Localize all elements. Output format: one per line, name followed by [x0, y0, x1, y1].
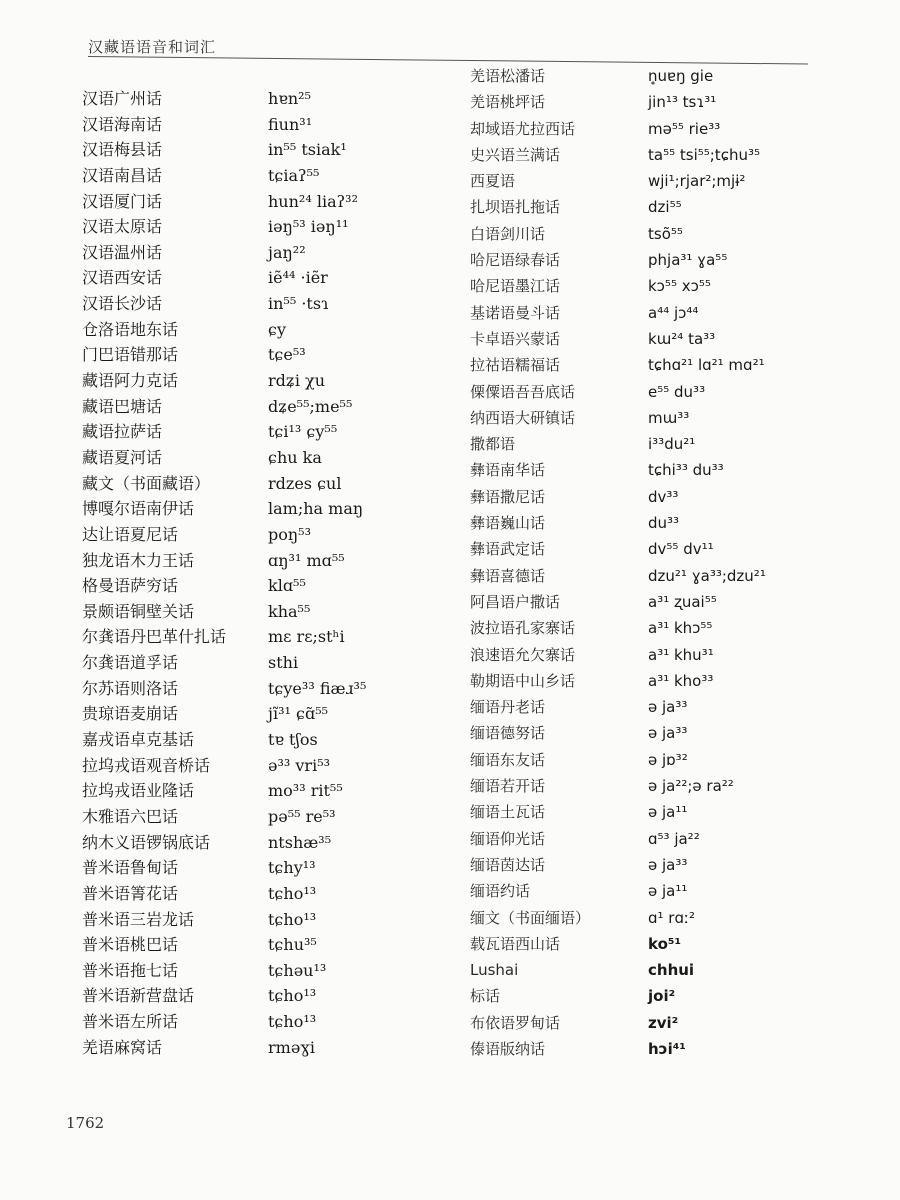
- entry-row: [470, 774, 830, 800]
- entry-row: [82, 394, 442, 420]
- phonetic-form: e⁵⁵ du³³: [648, 382, 706, 401]
- dialect-name: 彝语巍山话: [470, 514, 546, 533]
- dialect-name: 拉坞戎语观音桥话: [82, 755, 211, 775]
- phonetic-form: n̥uɐŋ gie: [648, 67, 714, 85]
- phonetic-form: ə ja¹¹: [648, 803, 688, 822]
- entry-row: [470, 327, 830, 353]
- entry-row: [470, 64, 830, 90]
- dialect-name: 藏语拉萨话: [82, 422, 163, 442]
- entry-row: [470, 721, 830, 747]
- entry-row: [470, 274, 830, 300]
- dialect-name: 门巴语错那话: [82, 345, 179, 365]
- dialect-name: 缅语丹老话: [470, 698, 546, 717]
- dialect-name: 羌语松潘话: [470, 67, 546, 85]
- phonetic-form: ə ja³³: [648, 698, 688, 717]
- entry-row: [82, 907, 442, 933]
- phonetic-form: rdʑi χu: [268, 371, 326, 391]
- entry-row: [470, 511, 830, 537]
- phonetic-form: ə ja²²;ə ra²²: [648, 777, 734, 796]
- entry-row: [82, 624, 442, 650]
- phonetic-form: tɕye³³ fiæɹ³⁵: [268, 678, 367, 698]
- entry-row: [470, 485, 830, 511]
- entry-row: [470, 301, 830, 327]
- entry-row: [470, 958, 830, 984]
- dialect-name: 纳西语大研镇话: [470, 408, 576, 427]
- phonetic-form: ə³³ vri⁵³: [268, 755, 331, 775]
- phonetic-form: hɔi⁴¹: [648, 1039, 686, 1058]
- dialect-name: 阿昌语户撒话: [470, 592, 561, 611]
- dialect-name: 汉语太原话: [82, 217, 163, 237]
- entry-row: [470, 695, 830, 721]
- entry-row: [470, 879, 830, 905]
- left-column: [82, 86, 442, 1060]
- entry-row: [82, 1009, 442, 1035]
- entry-row: [470, 984, 830, 1010]
- phonetic-form: tɕho¹³: [268, 1012, 317, 1032]
- entry-row: [82, 1035, 442, 1061]
- dialect-name: 贵琼语麦崩话: [82, 704, 179, 724]
- phonetic-form: kɯ²⁴ ta³³: [648, 329, 716, 348]
- phonetic-form: ɑŋ³¹ mɑ⁵⁵: [268, 550, 345, 570]
- entry-row: [470, 195, 830, 221]
- entry-row: [82, 419, 442, 445]
- dialect-name: 缅文（书面缅语）: [470, 908, 591, 927]
- entry-row: [82, 958, 442, 984]
- dialect-name: 载瓦语西山话: [470, 934, 561, 953]
- phonetic-form: chhui: [648, 961, 695, 980]
- phonetic-form: tɐ tʃos: [268, 730, 318, 750]
- right-column: [470, 64, 830, 1063]
- phonetic-form: tsõ⁵⁵: [648, 224, 683, 243]
- entry-row: [470, 800, 830, 826]
- dialect-name: 达让语夏尼话: [82, 524, 179, 544]
- entry-row: [470, 616, 830, 642]
- entry-row: [82, 778, 442, 804]
- dialect-name: 普米语拖七话: [82, 960, 179, 980]
- dialect-name: 独龙语木力王话: [82, 550, 195, 570]
- phonetic-form: tɕho¹³: [268, 909, 317, 929]
- entry-row: [82, 932, 442, 958]
- entry-row: [82, 599, 442, 625]
- entry-row: [82, 855, 442, 881]
- entry-row: [82, 881, 442, 907]
- phonetic-form: mɯ³³: [648, 408, 690, 427]
- phonetic-form: du³³: [648, 514, 680, 533]
- entry-row: [470, 827, 830, 853]
- dialect-name: 尔龚语丹巴革什扎话: [82, 627, 227, 647]
- phonetic-form: tɕho¹³: [268, 986, 317, 1006]
- phonetic-form: mɛ rɛ;stʰi: [268, 627, 345, 647]
- phonetic-form: ɕhu ka: [268, 447, 322, 467]
- phonetic-form: dʑe⁵⁵;me⁵⁵: [268, 396, 353, 416]
- phonetic-form: joi²: [648, 987, 676, 1006]
- entry-row: [82, 701, 442, 727]
- dialect-name: 羌语桃坪话: [470, 93, 546, 112]
- phonetic-form: pə⁵⁵ re⁵³: [268, 806, 336, 826]
- entry-row: [82, 265, 442, 291]
- running-header: [88, 36, 808, 62]
- dialect-name: 汉语梅县话: [82, 140, 163, 160]
- phonetic-form: iẽ⁴⁴ ·iẽr: [268, 268, 328, 288]
- entry-row: [82, 112, 442, 138]
- phonetic-form: ɑ¹ rɑː²: [648, 908, 696, 927]
- dialect-name: 浪速语允欠寨话: [470, 645, 576, 664]
- entry-row: [82, 189, 442, 215]
- phonetic-form: hɐn²⁵: [268, 89, 311, 108]
- entry-row: [82, 86, 442, 112]
- dialect-name: 缅语土瓦话: [470, 803, 546, 822]
- phonetic-form: ɕy: [268, 319, 286, 339]
- dialect-name: 哈尼语绿春话: [470, 251, 561, 270]
- phonetic-form: in⁵⁵ ·tsɿ: [268, 294, 329, 314]
- dialect-name: 博嘎尔语南伊话: [82, 499, 195, 519]
- phonetic-form: ntshæ³⁵: [268, 832, 332, 852]
- dialect-name: 藏语夏河话: [82, 447, 163, 467]
- page-number: 1762: [66, 1114, 105, 1132]
- dialect-name: 藏文（书面藏语）: [82, 473, 211, 493]
- phonetic-form: ta⁵⁵ tsi⁵⁵;tɕhu³⁵: [648, 145, 760, 164]
- dialect-name: 尔苏语则洛话: [82, 678, 179, 698]
- dialect-name: 普米语三岩龙话: [82, 909, 195, 929]
- entry-row: [82, 496, 442, 522]
- phonetic-form: fiun³¹: [268, 114, 313, 134]
- phonetic-form: i³³du²¹: [648, 435, 696, 454]
- dialect-name: 史兴语兰满话: [470, 145, 561, 164]
- phonetic-form: ə ja³³: [648, 724, 688, 743]
- entry-row: [82, 317, 442, 343]
- entry-row: [470, 590, 830, 616]
- dialect-name: 嘉戎语卓克基话: [82, 730, 195, 750]
- entry-row: [470, 932, 830, 958]
- entry-row: [470, 222, 830, 248]
- dialect-name: 布依语罗甸话: [470, 1013, 561, 1032]
- phonetic-form: a³¹ khɔ⁵⁵: [648, 619, 713, 638]
- dialect-name: 扎坝语扎拖话: [470, 198, 561, 217]
- dialect-name: 普米语箐花话: [82, 883, 179, 903]
- phonetic-form: a³¹ kho³³: [648, 671, 714, 690]
- dialect-name: 汉语西安话: [82, 268, 163, 288]
- phonetic-form: rdzes ɕul: [268, 473, 342, 493]
- entry-row: [82, 291, 442, 317]
- dialect-name: 彝语南华话: [470, 461, 546, 480]
- phonetic-form: a⁴⁴ jɔ⁴⁴: [648, 303, 699, 322]
- entry-row: [82, 214, 442, 240]
- dialect-name: 汉语广州话: [82, 89, 163, 108]
- entry-row: [470, 1037, 830, 1063]
- dialect-name: 羌语麻窝话: [82, 1037, 163, 1057]
- entry-row: [82, 522, 442, 548]
- dialect-name: 纳木义语锣锅底话: [82, 832, 211, 852]
- dialect-name: 缅语若开话: [470, 777, 546, 796]
- header-title: 汉藏语语音和词汇: [88, 38, 217, 56]
- entry-row: [470, 643, 830, 669]
- dialect-name: 缅语东友话: [470, 750, 546, 769]
- dialect-name: 汉语温州话: [82, 242, 163, 262]
- entry-row: [470, 669, 830, 695]
- entry-row: [470, 380, 830, 406]
- phonetic-form: tɕhy¹³: [268, 858, 316, 878]
- phonetic-form: lam;ha maŋ: [268, 499, 364, 519]
- phonetic-form: ə ja³³: [648, 855, 688, 874]
- dialect-name: 白语剑川话: [470, 224, 546, 243]
- dialect-name: 汉语南昌话: [82, 165, 163, 185]
- phonetic-form: a³¹ ʐuai⁵⁵: [648, 592, 717, 611]
- entry-row: [82, 445, 442, 471]
- dialect-name: 普米语新营盘话: [82, 986, 195, 1006]
- dialect-name: 缅语仰光话: [470, 829, 546, 848]
- dialect-name: Lushai: [470, 961, 519, 980]
- phonetic-form: iəŋ⁵³ iəŋ¹¹: [268, 217, 349, 237]
- dialect-name: 却域语尤拉西话: [470, 119, 576, 138]
- dialect-name: 拉坞戎语业隆话: [82, 781, 195, 801]
- phonetic-form: jin¹³ tsɿ³¹: [648, 93, 717, 112]
- entry-row: [470, 353, 830, 379]
- entry-row: [82, 753, 442, 779]
- phonetic-form: tɕhu³⁵: [268, 935, 317, 955]
- phonetic-form: kɔ⁵⁵ xɔ⁵⁵: [648, 277, 711, 296]
- entry-row: [82, 676, 442, 702]
- entry-row: [82, 368, 442, 394]
- dialect-name: 仓洛语地东话: [82, 319, 179, 339]
- dialect-name: 尔龚语道孚话: [82, 653, 179, 673]
- entry-row: [470, 458, 830, 484]
- phonetic-form: dzu²¹ ɣa³³;dzu²¹: [648, 566, 766, 585]
- entry-row: [470, 537, 830, 563]
- phonetic-form: wji¹;rjar²;mjɨ²: [648, 172, 746, 191]
- phonetic-form: zvi²: [648, 1013, 679, 1032]
- entry-row: [82, 727, 442, 753]
- entry-row: [82, 983, 442, 1009]
- phonetic-form: tɕiaʔ⁵⁵: [268, 165, 320, 185]
- entry-row: [470, 748, 830, 774]
- dialect-name: 汉语海南话: [82, 114, 163, 134]
- phonetic-form: ɑ⁵³ ja²²: [648, 829, 700, 848]
- phonetic-form: ə ja¹¹: [648, 882, 688, 901]
- dialect-name: 格曼语萨穷话: [82, 576, 179, 596]
- phonetic-form: tɕhəu¹³: [268, 960, 327, 980]
- phonetic-form: hun²⁴ liaʔ³²: [268, 191, 359, 211]
- entry-row: [470, 248, 830, 274]
- entry-row: [470, 906, 830, 932]
- phonetic-form: dv⁵⁵ dv¹¹: [648, 540, 714, 559]
- phonetic-form: tɕe⁵³: [268, 345, 306, 365]
- entry-row: [470, 406, 830, 432]
- phonetic-form: rməɣi: [268, 1037, 315, 1057]
- phonetic-form: tɕho¹³: [268, 883, 317, 903]
- dialect-name: 缅语德努话: [470, 724, 546, 743]
- entry-row: [470, 853, 830, 879]
- dialect-name: 普米语左所话: [82, 1012, 179, 1032]
- entry-row: [470, 143, 830, 169]
- phonetic-form: jĩ³¹ ɕɑ̃⁵⁵: [268, 704, 329, 724]
- phonetic-form: sthi: [268, 653, 299, 673]
- dialect-name: 景颇语铜壁关话: [82, 601, 195, 621]
- entry-row: [82, 137, 442, 163]
- phonetic-form: phja³¹ ɣa⁵⁵: [648, 251, 728, 270]
- dialect-name: 哈尼语墨江话: [470, 277, 561, 296]
- phonetic-form: a³¹ khu³¹: [648, 645, 714, 664]
- dialect-name: 藏语阿力克话: [82, 371, 179, 391]
- entry-row: [470, 564, 830, 590]
- dialect-name: 汉语厦门话: [82, 191, 163, 211]
- entry-row: [470, 117, 830, 143]
- entry-row: [82, 650, 442, 676]
- dialect-name: 傈僳语吾吾底话: [470, 382, 576, 401]
- phonetic-form: tɕhi³³ du³³: [648, 461, 724, 480]
- dialect-name: 彝语撒尼话: [470, 487, 546, 506]
- phonetic-form: poŋ⁵³: [268, 524, 312, 544]
- phonetic-form: tɕi¹³ ɕy⁵⁵: [268, 422, 338, 442]
- dialect-name: 木雅语六巴话: [82, 806, 179, 826]
- dialect-name: 拉祜语糯福话: [470, 356, 561, 375]
- entry-row: [470, 432, 830, 458]
- dialect-name: 彝语武定话: [470, 540, 546, 559]
- entry-row: [82, 240, 442, 266]
- entry-row: [82, 830, 442, 856]
- entry-row: [82, 804, 442, 830]
- phonetic-form: tɕhɑ²¹ lɑ²¹ mɑ²¹: [648, 356, 765, 375]
- dialect-name: 彝语喜德话: [470, 566, 546, 585]
- dialect-name: 基诺语曼斗话: [470, 303, 561, 322]
- dialect-name: 波拉语孔家寨话: [470, 619, 576, 638]
- dialect-name: 汉语长沙话: [82, 294, 163, 314]
- entry-row: [82, 342, 442, 368]
- dialect-name: 普米语鲁甸话: [82, 858, 179, 878]
- phonetic-form: ko⁵¹: [648, 934, 682, 953]
- phonetic-form: ə jɒ³²: [648, 750, 688, 769]
- phonetic-form: jaŋ²²: [268, 242, 306, 262]
- entry-row: [82, 573, 442, 599]
- phonetic-form: mo³³ rit⁵⁵: [268, 781, 343, 801]
- phonetic-form: klɑ⁵⁵: [268, 576, 306, 596]
- phonetic-form: mə⁵⁵ rie³³: [648, 119, 721, 138]
- dialect-name: 撒都语: [470, 435, 516, 454]
- dialect-name: 缅语约话: [470, 882, 531, 901]
- phonetic-form: in⁵⁵ tsiak¹: [268, 140, 347, 160]
- dialect-name: 普米语桃巴话: [82, 935, 179, 955]
- entry-row: [82, 163, 442, 189]
- phonetic-form: dv³³: [648, 487, 679, 506]
- entry-row: [470, 1011, 830, 1037]
- phonetic-form: dzi⁵⁵: [648, 198, 682, 217]
- dialect-name: 标话: [470, 987, 501, 1006]
- dialect-name: 缅语茵达话: [470, 855, 546, 874]
- dialect-name: 卡卓语兴蒙话: [470, 329, 561, 348]
- entry-row: [470, 169, 830, 195]
- phonetic-form: kha⁵⁵: [268, 601, 311, 621]
- dialect-name: 勒期语中山乡话: [470, 671, 576, 690]
- dialect-name: 藏语巴塘话: [82, 396, 163, 416]
- dialect-name: 傣语版纳话: [470, 1039, 546, 1058]
- entry-row: [82, 471, 442, 497]
- entry-row: [82, 548, 442, 574]
- entry-row: [470, 90, 830, 116]
- dialect-name: 西夏语: [470, 172, 516, 191]
